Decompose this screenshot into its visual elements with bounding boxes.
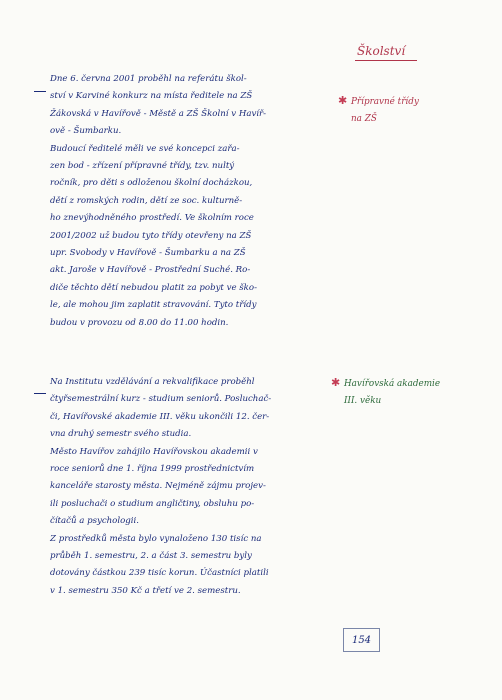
entry-1-margin-note: Přípravné třídy na ZŠ (351, 97, 419, 124)
entry-1-asterisk-icon: ✱ (338, 94, 348, 107)
page-number: 154 (343, 628, 380, 652)
entry-2-dash (34, 393, 46, 394)
section-heading: Školství (355, 44, 417, 61)
entry-1-text: Dne 6. června 2001 proběhl na referátu škol- ství v Karviné konkurz na místa ředitele na ZŠ Žákovská v Havířově - Městě a ZŠ Školní v Havíř- ově - Šumbarku. Budoucí ředitelé měli ve své koncepci zařa- zen bod - zřízení přípravné třídy, tzv. nultý ročník, pro děti s odloženou školní docházkou, dětí z romských rodin, dětí ze soc. kulturně- ho znevýhodněného prostředí. Ve školním roce 2001/2002 už budou tyto třídy otevřeny na ZŠ upr. Svobody v Havířově - Šumbarku a na ZŠ akt. Jaroše v Havířově - Prostřední Suché. Ro- diče těchto dětí nebudou platit za pobyt ve ško- le, ale mohou jim zaplatit stravování. Tyto třídy budou v provozu od 8.00 do 11.00 hodin. (50, 74, 267, 328)
entry-2-asterisk-icon: ✱ (331, 376, 341, 389)
entry-1-dash (34, 91, 46, 92)
entry-2-margin-note: Havířovská akademie III. věku (344, 379, 441, 406)
entry-2-text: Na Institutu vzdělávání a rekvalifikace proběhl čtyřsemestrální kurz - studium seniorů. Posluchač- či, Havířovské akademie III. věku ukončili 12. čer- vna druhý semestr svého studia. Město Havířov zahájilo Havířovskou akademii v roce seniorů dne 1. října 1999 prostřednictvím kanceláře starosty města. Nejméně zájmu projev- ili posluchači o studium angličtiny, obsluhu po- čítačů a psychologii. Z prostředků města bylo vynaloženo 130 tisíc na průběh 1. semestru, 2. a část 3. semestru byly dotovány částkou 239 tisíc korun. Účastníci platili v 1. semestru 350 Kč a třetí ve 2. semestru. (50, 377, 272, 596)
